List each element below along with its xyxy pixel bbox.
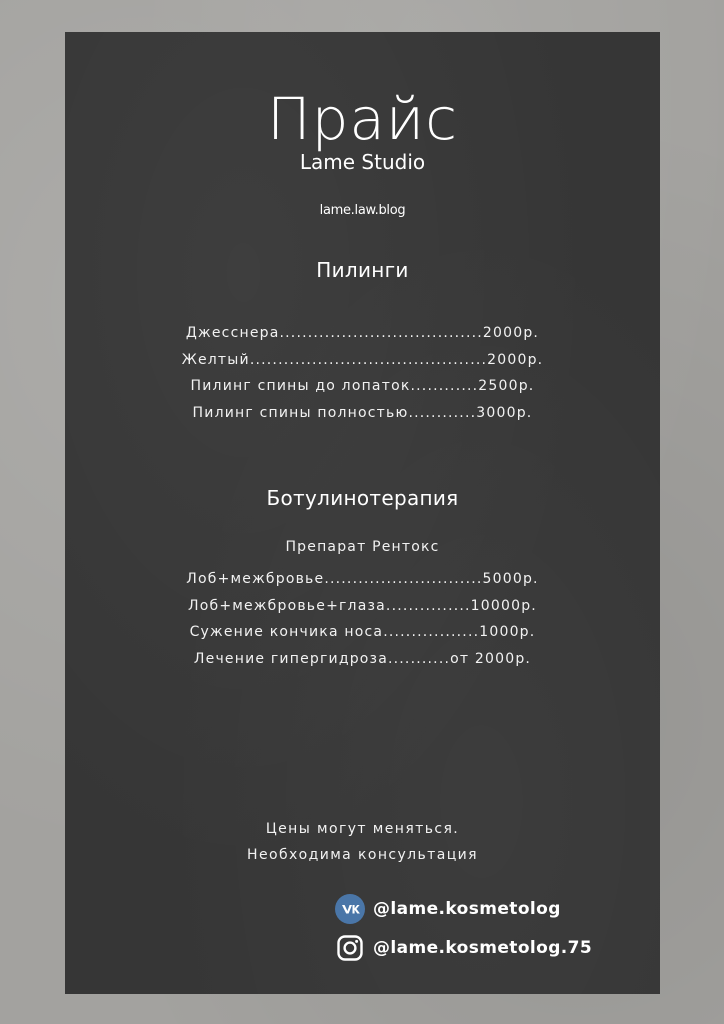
- social-vk[interactable]: [335, 894, 561, 924]
- social-instagram[interactable]: [335, 933, 592, 963]
- price-item: Желтый..........................................2000р.: [181, 351, 544, 368]
- section-title-peelings: Пилинги: [316, 258, 409, 282]
- page-title: Прайс: [266, 85, 459, 153]
- price-item: Пилинг спины полностью............3000р.: [192, 404, 533, 421]
- section-subtitle-product: Препарат Рентокс: [285, 539, 440, 555]
- blog-link[interactable]: lame.law.blog: [319, 203, 406, 218]
- price-board: [65, 32, 660, 994]
- price-item: Джесснера....................................2000р.: [185, 325, 540, 341]
- peelings-price-list: [65, 320, 660, 426]
- studio-name: Lame Studio: [299, 150, 426, 174]
- note-line: Необходима консультация: [247, 847, 478, 863]
- instagram-icon: [335, 933, 365, 963]
- instagram-handle: @lame.kosmetolog.75: [373, 938, 593, 958]
- price-item: Пилинг спины до лопаток............2500р.: [190, 378, 535, 394]
- price-note: [65, 816, 660, 868]
- vk-handle: @lame.kosmetolog: [373, 899, 561, 919]
- price-item: Лечение гипергидроза...........от 2000р.: [193, 650, 532, 667]
- section-title-botox: Ботулинотерапия: [266, 486, 459, 510]
- price-item: Лоб+межбровье+глаза...............10000р.: [188, 597, 537, 614]
- price-item: Сужение кончика носа.................1000р.: [189, 624, 536, 640]
- vk-icon: [335, 894, 365, 924]
- botox-price-list: [65, 566, 660, 672]
- note-line: Цены могут меняться.: [265, 821, 460, 837]
- price-item: Лоб+межбровье............................5000р.: [186, 571, 539, 587]
